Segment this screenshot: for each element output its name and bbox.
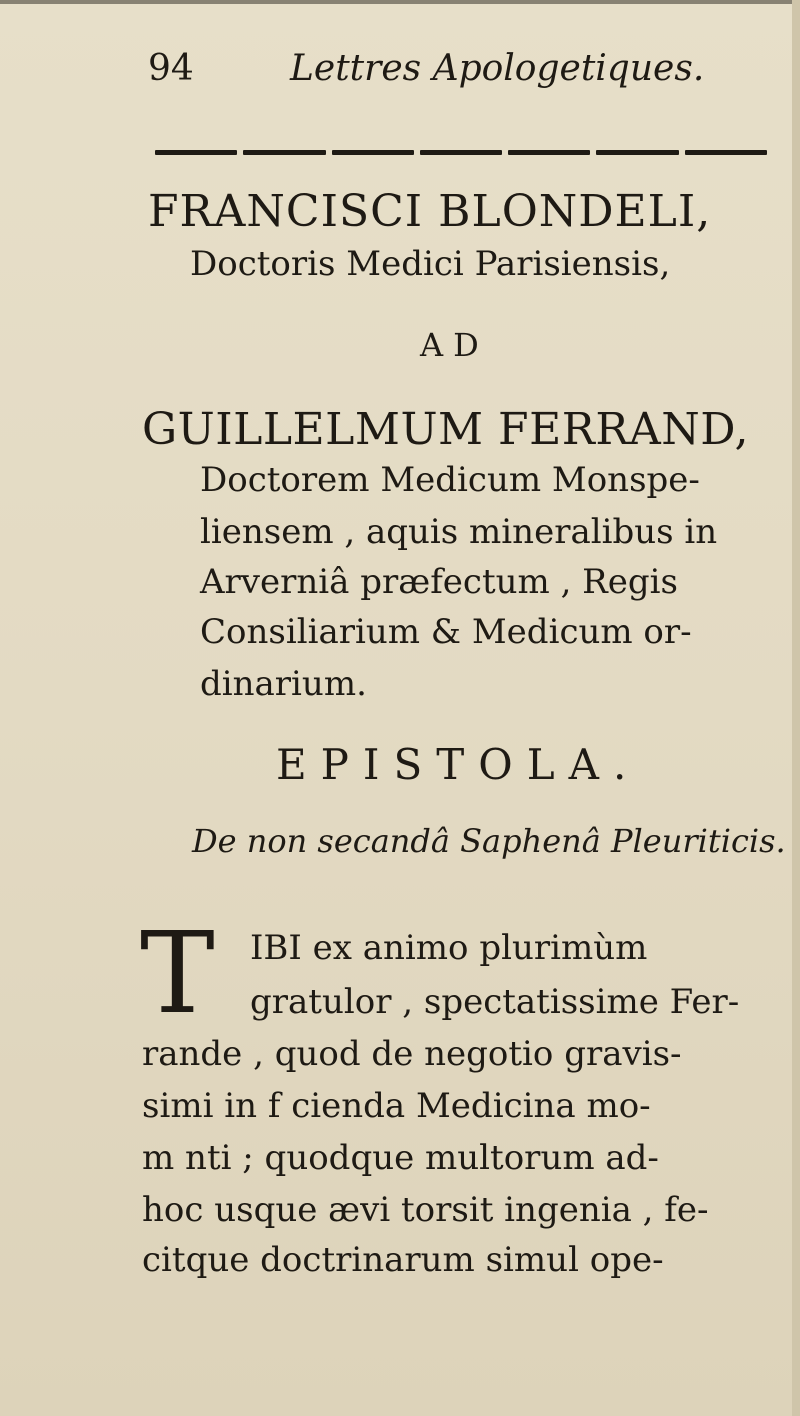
body-line: IBI ex animo plurimùm	[250, 928, 648, 968]
body-line: hoc usque ævi torsit ingenia , fe-	[142, 1190, 709, 1230]
body-line: gratulor , spectatissime Fer-	[250, 982, 740, 1022]
letter-subtitle: De non secandâ Saphenâ Pleuriticis.	[192, 822, 786, 860]
running-title: Lettres Apologetiques.	[290, 48, 705, 89]
drop-cap: T	[140, 909, 215, 1039]
author-title: Doctoris Medici Parisiensis,	[190, 244, 671, 284]
recipient-description-line: Arverniâ præfectum , Regis	[200, 562, 678, 602]
body-line: rande , quod de negotio gravis-	[142, 1034, 682, 1074]
recipient-name: GUILLELMUM FERRAND,	[142, 404, 749, 455]
page-number: 94	[148, 48, 194, 89]
ornamental-rule	[155, 150, 767, 155]
recipient-description-line: Consiliarium & Medicum or-	[200, 612, 692, 652]
ad-word: AD	[420, 326, 489, 364]
body-line: citque doctrinarum simul ope-	[142, 1240, 664, 1280]
page-edge	[792, 0, 800, 1416]
body-line: simi in f cienda Medicina mo-	[142, 1086, 651, 1126]
epistola-heading: EPISTOLA.	[276, 740, 641, 789]
body-line: m nti ; quodque multorum ad-	[142, 1138, 659, 1178]
recipient-description-line: dinarium.	[200, 664, 367, 704]
top-edge-line	[0, 0, 800, 4]
recipient-description-line: liensem , aquis mineralibus in	[200, 512, 718, 552]
recipient-description-line: Doctorem Medicum Monspe-	[200, 460, 700, 500]
author-name: FRANCISCI BLONDELI,	[148, 186, 712, 237]
